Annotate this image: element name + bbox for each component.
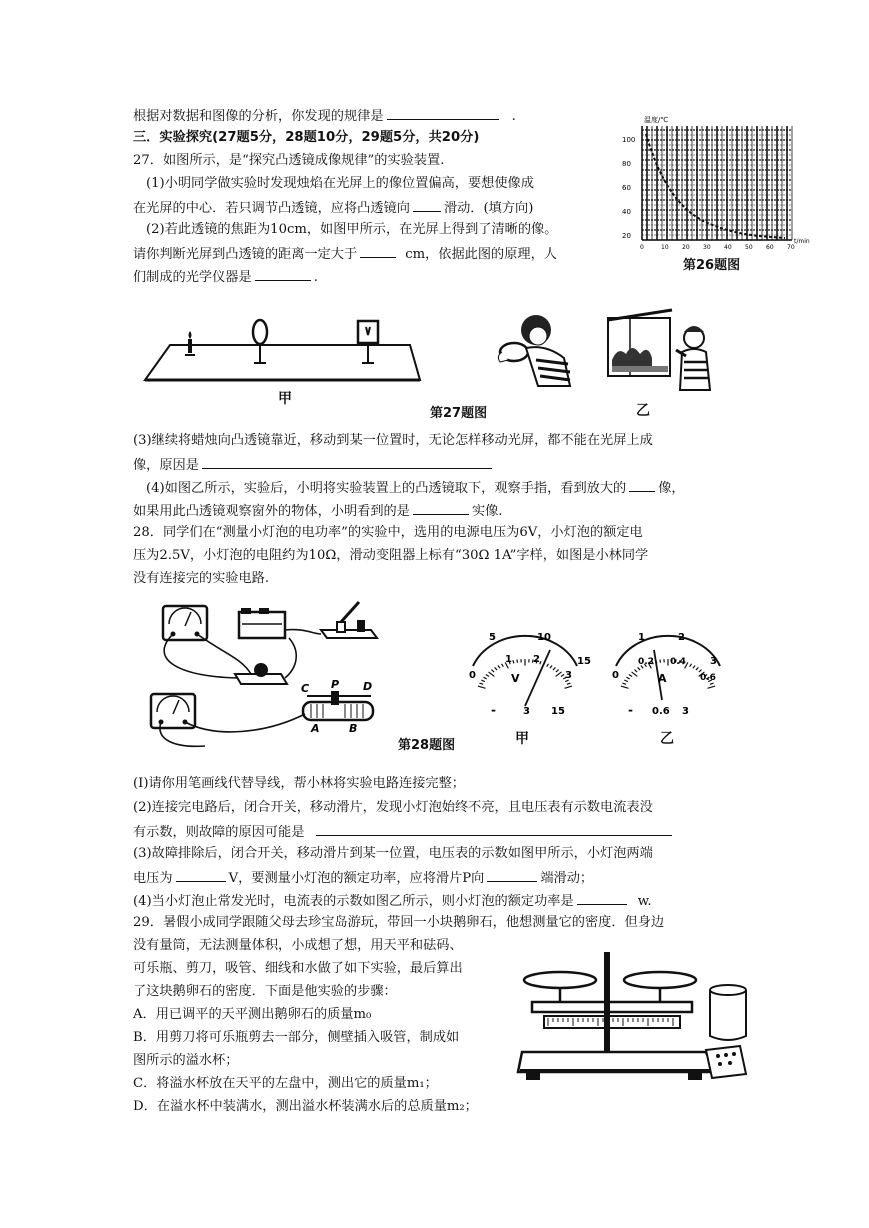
graph-y-tick: 100 bbox=[622, 136, 636, 144]
amp-top-3: 3 bbox=[710, 656, 717, 667]
q27-part1-cont: 在光屏的中心．若只调节凸透镜，应将凸透镜向 滑动．(填方向) bbox=[133, 197, 533, 219]
amp-bottom-0.6: 0.6 bbox=[700, 673, 716, 683]
q29-step-d: D．在溢水杯中装满水，测出溢水杯装满水后的总质量m₂； bbox=[133, 1099, 478, 1114]
battery-icon bbox=[239, 608, 285, 638]
q28-part3-cont: 电压为 V，要测量小灯泡的额定功率，应将滑片P向 端滑动； bbox=[133, 867, 593, 889]
amp-bottom-0.4: 0.4 bbox=[670, 657, 686, 667]
dial-tick bbox=[624, 680, 627, 682]
volt-terminal-3: 3 bbox=[523, 706, 530, 717]
question-29-cont3: 了这块鹅卵石的密度．下面是他实验的步骤： bbox=[133, 984, 397, 999]
q27-part3-cont: 像，原因是 bbox=[133, 454, 495, 476]
graph-y-tick: 60 bbox=[622, 184, 631, 192]
volt-top-10: 10 bbox=[537, 632, 551, 643]
amp-terminal-0.6: 0.6 bbox=[652, 706, 670, 717]
answer-blank[interactable] bbox=[202, 454, 492, 469]
volt-top-5: 5 bbox=[489, 632, 496, 643]
dial-tick bbox=[556, 670, 559, 672]
screen-icon bbox=[358, 321, 378, 363]
voltmeter-dial bbox=[455, 628, 595, 718]
dial-tick bbox=[621, 686, 629, 688]
graph-x-tick: 70 bbox=[787, 244, 795, 251]
balance-icon bbox=[518, 952, 714, 1080]
answer-blank[interactable] bbox=[629, 477, 655, 492]
dial-tick bbox=[629, 674, 632, 676]
figure-27-optical-bench bbox=[140, 305, 440, 400]
volt-unit: V bbox=[511, 672, 520, 685]
volt-bottom-1: 1 bbox=[505, 654, 512, 665]
graph-x-tick: 10 bbox=[661, 244, 669, 251]
graph-x-tick: 60 bbox=[766, 244, 774, 251]
dial-tick bbox=[693, 666, 695, 669]
dial-tick bbox=[622, 683, 626, 684]
beaker-icon bbox=[710, 985, 746, 1040]
answer-blank[interactable] bbox=[413, 500, 469, 515]
graph-y-tick: 80 bbox=[622, 160, 631, 168]
dial-tick bbox=[489, 672, 495, 676]
dial-tick bbox=[513, 660, 514, 663]
dial-tick bbox=[690, 664, 692, 667]
dial-tick bbox=[517, 660, 518, 663]
volt-bottom-0: 0 bbox=[469, 670, 476, 681]
graph-x-tick: 30 bbox=[703, 244, 711, 251]
answer-blank[interactable] bbox=[360, 243, 396, 258]
question-29: 29．暑假小成同学跟随父母去珍宝岛游玩，带回一小块鹅卵石，他想测量它的密度．但身边 bbox=[133, 915, 665, 930]
dial-tick bbox=[696, 667, 698, 670]
dial-tick bbox=[498, 666, 500, 669]
figure-27-window-scene bbox=[600, 308, 730, 392]
graph-x-tick: 50 bbox=[745, 244, 753, 251]
dial-tick bbox=[491, 670, 494, 672]
weight-box-icon bbox=[706, 1046, 746, 1078]
dial-tick bbox=[632, 672, 638, 676]
q29-step-b: B．用剪刀将可乐瓶剪去一部分，侧壁插入吸管，制成如 bbox=[133, 1030, 460, 1045]
question-29-cont2: 可乐瓶、剪刀，吸管、细线和水做了如下实验，最后算出 bbox=[133, 961, 463, 976]
graph-y-label: 温度/℃ bbox=[644, 116, 669, 124]
dial-tick bbox=[479, 683, 483, 684]
dial-tick bbox=[708, 686, 716, 688]
candle-icon bbox=[185, 331, 195, 355]
volt-terminal-15: 15 bbox=[551, 706, 565, 717]
q28-part4: (4)当小灯泡止常发光时，电流表的示数如图乙所示，则小灯泡的额定功率是 w. bbox=[133, 890, 652, 912]
ammeter-dial bbox=[598, 628, 738, 718]
line-q26-tail: 根据对数据和图像的分析，你发现的规律是 . bbox=[133, 105, 516, 127]
section-heading: 三．实验探究(27题5分，28题10分，29题5分，共20分) bbox=[133, 130, 480, 145]
dial-tick bbox=[481, 680, 484, 682]
terminal-b-label: B bbox=[349, 722, 358, 735]
q29-step-a: A．用已调平的天平测出鹅卵石的质量m₀ bbox=[133, 1007, 372, 1022]
dial-tick bbox=[553, 667, 555, 670]
volt-terminal-minus: - bbox=[491, 703, 496, 717]
amp-bottom-0: 0 bbox=[612, 670, 619, 681]
dial-tick bbox=[486, 674, 489, 676]
amp-terminal-minus: - bbox=[628, 703, 633, 717]
graph-x-tick: 20 bbox=[682, 244, 690, 251]
terminal-a-label: A bbox=[311, 722, 320, 735]
q27-part4: (4)如图乙所示，实验后，小明将实验装置上的凸透镜取下，观察手指，看到放大的 像， bbox=[146, 477, 685, 499]
switch-icon bbox=[321, 602, 377, 638]
q29-step-c: C．将溢水杯放在天平的左盘中，测出它的质量m₁； bbox=[133, 1076, 438, 1091]
graph-x-unit: t/min bbox=[794, 238, 810, 245]
question-28: 28．同学们在“测量小灯泡的电功率”的实验中，选用的电源电压为6V，小灯泡的额定电 bbox=[133, 525, 643, 540]
dial-tick bbox=[501, 664, 503, 667]
answer-blank[interactable] bbox=[176, 867, 226, 882]
voltmeter-icon bbox=[163, 606, 207, 640]
dial-tick bbox=[495, 667, 497, 670]
volt-top-15: 15 bbox=[577, 656, 591, 667]
graph-x-tick: 0 bbox=[640, 244, 644, 251]
dial-tick bbox=[561, 674, 564, 676]
q27-part2: (2)若此透镜的焦距为10cm，如图甲所示，在光屏上得到了清晰的像。 bbox=[146, 222, 558, 237]
q28-part2: (2)连接完电路后，闭合开关，移动滑片，发现小灯泡始终不亮，且电压表有示数电流表没 bbox=[133, 800, 653, 815]
figure-28-label-a: 甲 bbox=[515, 731, 529, 747]
graph-grid bbox=[642, 126, 792, 240]
dial-tick bbox=[547, 664, 549, 667]
dial-tick bbox=[567, 683, 571, 684]
terminal-c-label: C bbox=[301, 682, 310, 695]
figure-28-label-b: 乙 bbox=[660, 731, 674, 747]
dial-tick bbox=[483, 677, 486, 679]
figure-26-caption: 第26题图 bbox=[683, 258, 741, 273]
amp-top-2: 2 bbox=[678, 632, 685, 643]
answer-blank[interactable] bbox=[316, 821, 672, 836]
answer-blank[interactable] bbox=[413, 197, 441, 212]
q28-part1: (I)请你用笔画线代替导线，帮小林将实验电路连接完整； bbox=[133, 776, 465, 791]
answer-blank[interactable] bbox=[487, 867, 537, 882]
answer-blank[interactable] bbox=[387, 105, 499, 120]
answer-blank[interactable] bbox=[255, 266, 311, 281]
volt-bottom-3: 3 bbox=[565, 670, 572, 681]
optical-bench bbox=[145, 345, 420, 380]
bulb-icon bbox=[235, 663, 287, 684]
q27-part3: (3)继续将蜡烛向凸透镜靠近，移动到某一位置时，无论怎样移动光屏，都不能在光屏上成 bbox=[133, 433, 653, 448]
q27-part4-cont: 如果用此凸透镜观察窗外的物体，小明看到的是 实像. bbox=[133, 500, 503, 522]
figure-27-label-b: 乙 bbox=[636, 403, 650, 419]
q27-part2-cont: 请你判断光屏到凸透镜的距离一定大于 cm，依据此图的原理，人 bbox=[133, 243, 557, 265]
figure-28-circuit bbox=[145, 598, 390, 758]
graph-x-tick: 40 bbox=[724, 244, 732, 251]
dial-tick bbox=[550, 666, 552, 669]
q29-step-b-cont: 图所示的溢水杯； bbox=[133, 1053, 239, 1068]
lens-icon bbox=[253, 320, 267, 363]
dial-tick bbox=[634, 670, 637, 672]
rheostat-icon bbox=[301, 678, 373, 735]
amp-unit: A bbox=[658, 672, 667, 685]
graph-y-tick: 40 bbox=[622, 208, 631, 216]
dial-tick bbox=[699, 670, 702, 672]
figure-27-label-a: 甲 bbox=[278, 391, 292, 407]
figure-29-balance bbox=[518, 944, 750, 1086]
dial-tick bbox=[565, 686, 573, 688]
amp-terminal-3: 3 bbox=[682, 706, 689, 717]
figure-26-graph bbox=[620, 112, 820, 272]
question-27: 27．如图所示，是“探究凸透镜成像规律”的实验装置. bbox=[133, 153, 445, 168]
amp-bottom-0.2: 0.2 bbox=[638, 657, 654, 667]
figure-28-caption: 第28题图 bbox=[398, 738, 456, 753]
amp-top-1: 1 bbox=[638, 632, 645, 643]
question-29-cont: 没有量筒，无法测量体积，小成想了想，用天平和砝码、 bbox=[133, 938, 463, 953]
dial-tick bbox=[626, 677, 629, 679]
answer-blank[interactable] bbox=[577, 890, 627, 905]
q27-part1: (1)小明同学做实验时发现烛焰在光屏上的像位置偏高，要想使像成 bbox=[146, 176, 534, 191]
dial-tick bbox=[638, 667, 640, 670]
q28-part2-cont: 有示数，则故障的原因可能是 bbox=[133, 821, 675, 843]
question-28-cont2: 没有连接完的实验电路. bbox=[133, 571, 270, 586]
figure-27-magnifier-scene bbox=[492, 308, 584, 388]
question-28-cont: 压为2.5V，小灯泡的电阻约为10Ω，滑动变阻器上标有“30Ω 1A”字样，如图是小林同学 bbox=[133, 548, 649, 563]
volt-bottom-2: 2 bbox=[533, 654, 540, 665]
slider-p-label: P bbox=[331, 678, 340, 691]
dial-tick bbox=[660, 660, 661, 663]
q28-part3: (3)故障排除后，闭合开关，移动滑片到某一位置，电压表的示数如图甲所示，小灯泡两端 bbox=[133, 846, 653, 861]
graph-y-tick: 20 bbox=[622, 232, 631, 240]
dial-tick bbox=[478, 686, 486, 688]
terminal-d-label: D bbox=[363, 680, 373, 693]
dial-tick bbox=[556, 672, 562, 676]
dial-tick bbox=[710, 683, 714, 684]
q27-part2-cont2: 们制成的光学仪器是 . bbox=[133, 266, 318, 288]
figure-27-caption: 第27题图 bbox=[430, 406, 488, 421]
